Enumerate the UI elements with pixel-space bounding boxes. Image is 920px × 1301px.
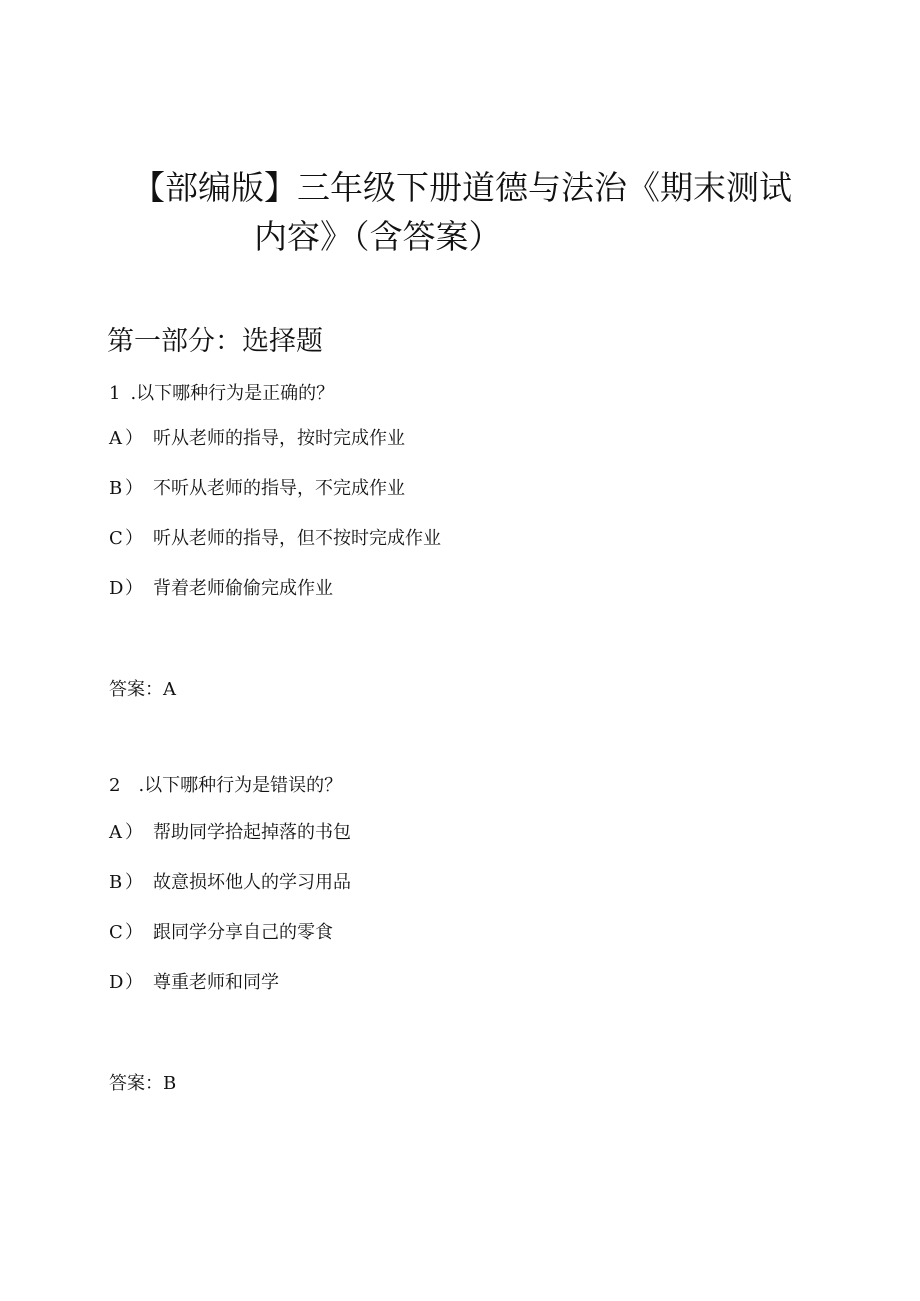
option-letter: D — [109, 972, 124, 993]
q2-option-c: C ） 跟同学分享自己的零食 — [109, 920, 333, 946]
option-text: 听从老师的指导，但不按时完成作业 — [153, 528, 441, 549]
option-letter: B — [109, 478, 123, 499]
option-letter: C — [109, 922, 123, 943]
answer-label: 答案： — [109, 679, 163, 700]
answer-value: B — [163, 1073, 177, 1094]
option-text: 跟同学分享自己的零食 — [153, 922, 333, 943]
question-number: 2 — [109, 775, 121, 796]
option-text: 帮助同学拾起掉落的书包 — [153, 822, 351, 843]
option-letter: D — [109, 578, 124, 599]
q1-option-d: D） 背着老师偷偷完成作业 — [109, 576, 333, 602]
q2-option-b: B ） 故意损坏他人的学习用品 — [109, 870, 351, 896]
q1-answer — [109, 677, 176, 703]
q1-option-b: B ） 不听从老师的指导，不完成作业 — [109, 476, 405, 502]
option-text: 不听从老师的指导，不完成作业 — [153, 478, 405, 499]
q1-option-c: C ） 听从老师的指导，但不按时完成作业 — [109, 526, 441, 552]
option-letter: C — [109, 528, 123, 549]
q1-option-a: A ） 听从老师的指导，按时完成作业 — [109, 426, 405, 452]
option-letter: B — [109, 872, 123, 893]
title-line-2: 内容》（含答案） — [254, 217, 502, 256]
question-number: 1 — [109, 383, 121, 404]
option-text: 听从老师的指导，按时完成作业 — [153, 428, 405, 449]
section-heading: 第一部分：选择题 — [107, 326, 323, 357]
option-text: 故意损坏他人的学习用品 — [153, 872, 351, 893]
option-letter: A — [109, 822, 122, 843]
option-text: 尊重老师和同学 — [153, 972, 279, 993]
answer-label: 答案： — [109, 1073, 163, 1094]
answer-value: A — [163, 679, 176, 700]
question-1 — [109, 381, 334, 407]
q2-option-d: D） 尊重老师和同学 — [109, 970, 279, 996]
question-text: .以下哪种行为是错误的？ — [138, 775, 343, 796]
q2-answer — [109, 1071, 176, 1097]
option-text: 背着老师偷偷完成作业 — [153, 578, 333, 599]
title-line-1: 【部编版】三年级下册道德与法治《期末测试 — [132, 168, 792, 207]
question-2 — [109, 773, 342, 799]
option-letter: A — [109, 428, 122, 449]
q2-option-a: A ） 帮助同学拾起掉落的书包 — [109, 820, 351, 846]
question-text: .以下哪种行为是正确的？ — [130, 383, 335, 404]
